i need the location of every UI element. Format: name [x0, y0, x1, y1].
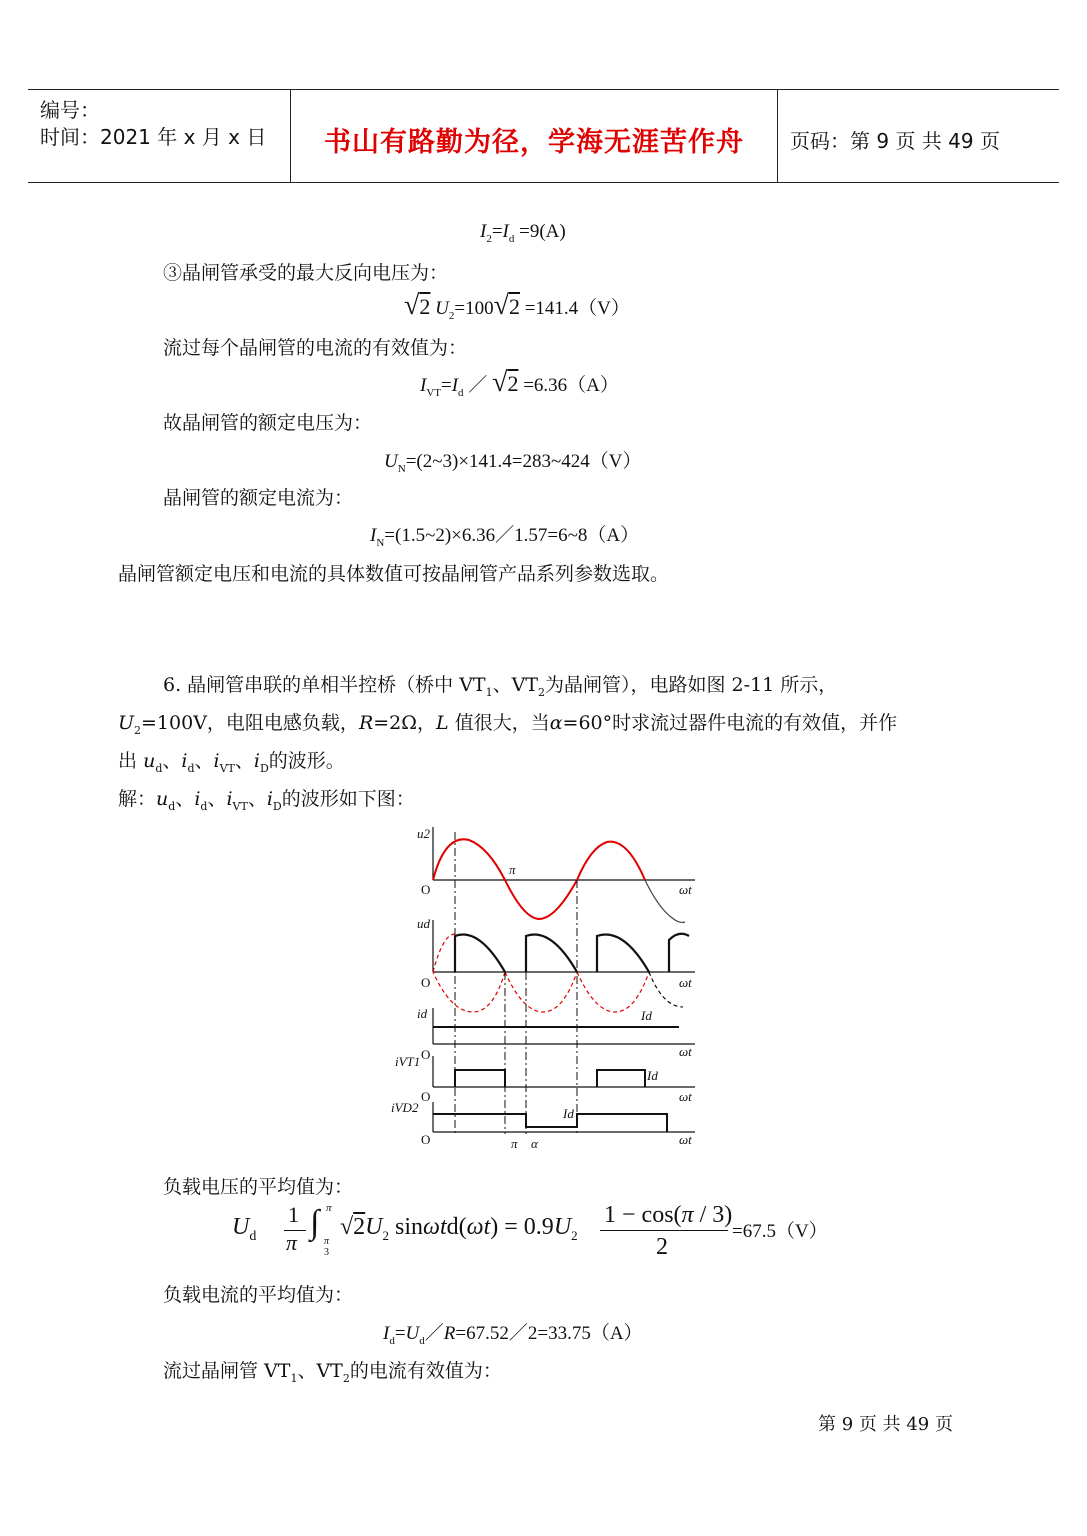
label-alpha: α	[531, 1136, 538, 1151]
equation-id: $I_d=U_d/R=67.52/2=33.75(A)$	[383, 1323, 643, 1347]
equation-in: $I_N=(1.5\sim 2)\times 6.36/1.57=6\sim 8(A)$	[370, 525, 640, 549]
label-u2: u2	[417, 826, 430, 841]
header-motto: 书山有路勤为径，学海无涯苦作舟	[324, 127, 744, 158]
equation-ivt: $I_{VT}=I_d$ ／ √2 =6.36（A）	[420, 367, 619, 399]
doc-time-label: 时间：2021 年 x 月 x 日	[40, 125, 267, 149]
u2-waveform	[433, 839, 645, 919]
ud-waveform	[455, 934, 689, 972]
label-wt: ωt	[679, 1132, 692, 1147]
question-6-line2: $U_2=100V$，电阻电感负载，R=2Ω，L 值很大，当α=60°时求流过器件电流的有效值，并作	[118, 712, 898, 737]
equation-i2: $I_2=I_d =9(A)$	[480, 221, 566, 245]
text-line: 流过每个晶闸管的电流的有效值为：	[163, 337, 468, 359]
label-wt: ωt	[679, 1089, 692, 1104]
label-wt: ωt	[679, 1044, 692, 1059]
text-line: ③晶闸管承受的最大反向电压为：	[163, 262, 449, 284]
label-pi: π	[511, 1136, 518, 1151]
label-id: id	[417, 1006, 428, 1021]
waveform-figure	[383, 822, 703, 1152]
page-indicator: 页码：第 9 页 共 49 页	[790, 129, 1000, 153]
label-ivd2: iVD2	[391, 1100, 419, 1115]
label-Id: Id	[563, 1106, 574, 1121]
header-center-cell	[291, 90, 778, 182]
label-ivt1: iVT1	[395, 1054, 421, 1069]
ivt1-waveform	[455, 1070, 645, 1087]
solution-intro: 解：$u_d$、$i_d$、$i_{VT}$、$i_D$的波形如下图：	[118, 788, 415, 813]
label-Id: Id	[647, 1068, 658, 1083]
label-origin: O	[421, 975, 431, 990]
question-6-line1: 6. 晶闸管串联的单相半控桥（桥中 $VT_1$、$VT_2$为晶闸管），电路如图 2-11 所示，	[163, 674, 838, 699]
text-line: 负载电流的平均值为：	[163, 1284, 354, 1306]
label-origin: O	[421, 882, 431, 897]
label-pi: π	[509, 862, 516, 877]
question-6-line3: 出 $u_d$、$i_d$、$i_{VT}$、$i_D$的波形。	[118, 750, 345, 775]
header-table	[28, 89, 1059, 183]
text-line: 晶闸管的额定电流为：	[163, 487, 354, 509]
label-ud: ud	[417, 916, 430, 931]
label-origin: O	[421, 1132, 431, 1147]
guide-lines	[455, 832, 577, 1134]
header-left-cell	[28, 90, 291, 182]
equation-vmax: √2 $U_2=100√2 =141.4(V)$	[404, 290, 630, 322]
label-Id: Id	[641, 1008, 652, 1023]
label-origin: O	[421, 1047, 431, 1062]
page-footer: 第 9 页 共 49 页	[818, 1414, 953, 1435]
doc-number-label: 编号：	[40, 98, 100, 122]
label-wt: ωt	[679, 882, 692, 897]
text-line: 晶闸管额定电压和电流的具体数值可按晶闸管产品系列参数选取。	[118, 563, 670, 585]
ivd2-waveform	[433, 1114, 667, 1132]
ud-dashed-tail	[649, 972, 683, 1007]
text-line: 流过晶闸管 $VT_1$、$VT_2$的电流有效值为：	[163, 1360, 502, 1385]
text-line: 负载电压的平均值为：	[163, 1176, 354, 1198]
text-line: 故晶闸管的额定电压为：	[163, 412, 373, 434]
ud-dashed-reference	[433, 934, 649, 1012]
label-wt: ωt	[679, 975, 692, 990]
equation-un: $U_N=(2\sim 3)\times 141.4=283\sim 424(V)$	[384, 451, 642, 475]
header-right-cell	[778, 90, 1059, 182]
label-origin: O	[421, 1089, 431, 1104]
